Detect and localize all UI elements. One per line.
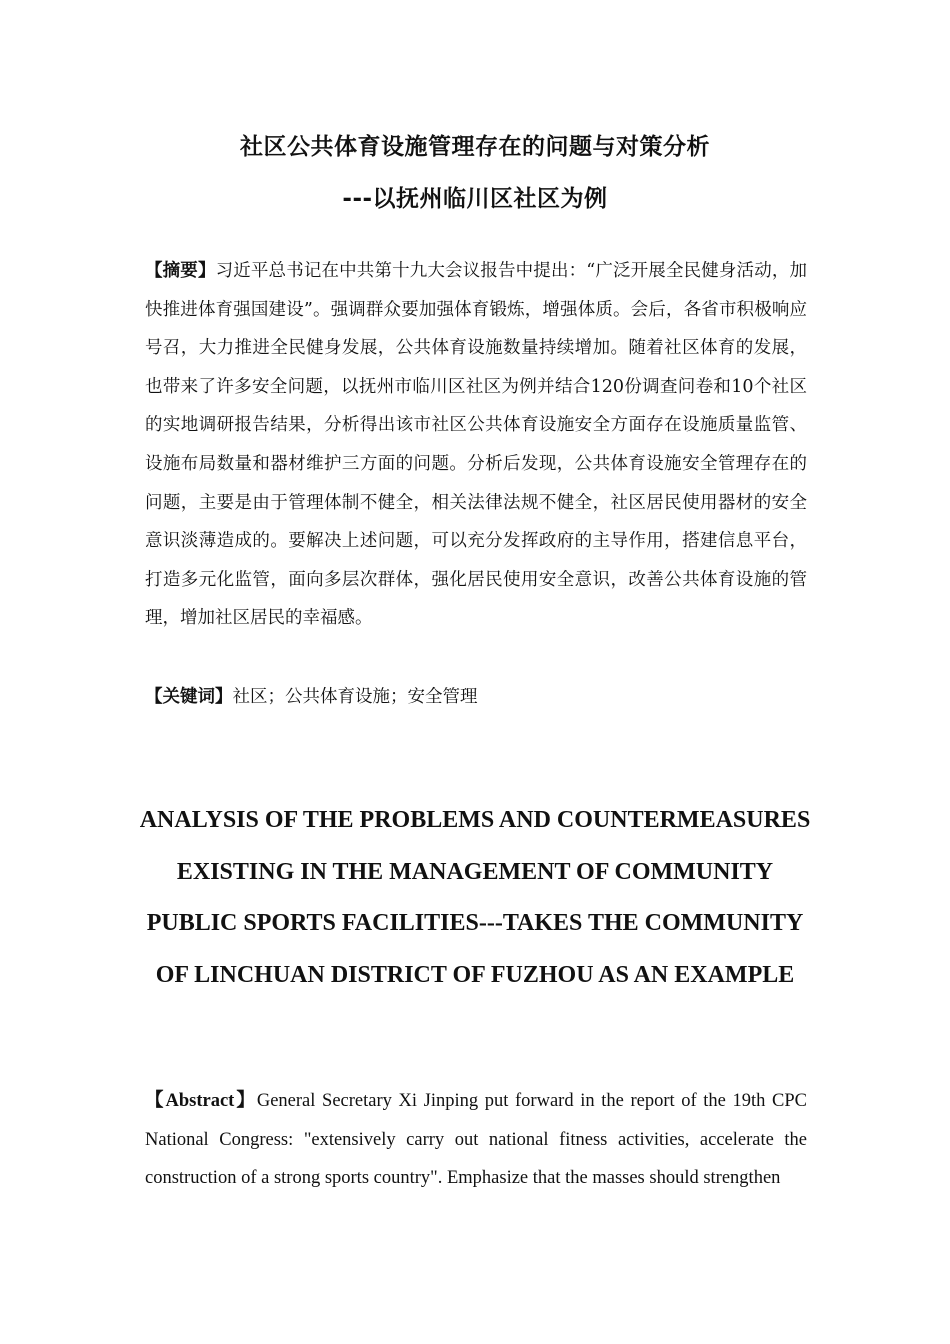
english-abstract [145, 1082, 807, 1198]
chinese-abstract-label: 【摘要】 [145, 261, 216, 281]
chinese-subtitle: ---以抚州临川区社区为例 [342, 186, 608, 212]
chinese-abstract [145, 252, 807, 638]
chinese-abstract-text: 习近平总书记在中共第十九大会议报告中提出：“广泛开展全民健身活动，加快推进体育强国建设”。强调群众要加强体育锻炼，增强体质。会后，各省市积极响应号召，大力推进全民健身发展，公共体育设施数量持续增加。随着社区体育的发展，也带来了许多安全问题，以抚州市临川区社区为例并结合120份调查问卷和10个社区的实地调研报告结果，分析得出该市社区公共体育设施安全方面存在设施质量监管、设施布局数量和器材维护三方面的问题。分析后发现，公共体育设施安全管理存在的问题，主要是由于管理体制不健全，相关法律法规不健全，社区居民使用器材的安全意识淡薄造成的。要解决上述问题，可以充分发挥政府的主导作用，搭建信息平台，打造多元化监管，面向多层次群体，强化居民使用安全意识，改善公共体育设施的管理，增加社区居民的幸福感。 [145, 261, 808, 629]
english-title: ANALYSIS OF THE PROBLEMS AND COUNTERMEASURES EXISTING IN THE MANAGEMENT OF COMMUNITY PUBLIC SPORTS FACILITIES---TAKES THE COMMUNITY OF LINCHUAN DISTRICT OF FUZHOU AS AN EXAMPLE [139, 807, 811, 988]
chinese-keywords-label: 【关键词】 [145, 687, 233, 707]
chinese-keywords-text: 社区；公共体育设施；安全管理 [232, 687, 478, 707]
english-abstract-label: 【Abstract】 [145, 1091, 257, 1111]
chinese-title: 社区公共体育设施管理存在的问题与对策分析 [240, 134, 710, 160]
english-abstract-text: General Secretary Xi Jinping put forward in the report of the 19th CPC National Congress: "extensively carry out national fitness activities, accelerate the construction of a strong sports country". Emphasize that the masses should strengthen [145, 1091, 808, 1189]
chinese-keywords [145, 678, 807, 717]
